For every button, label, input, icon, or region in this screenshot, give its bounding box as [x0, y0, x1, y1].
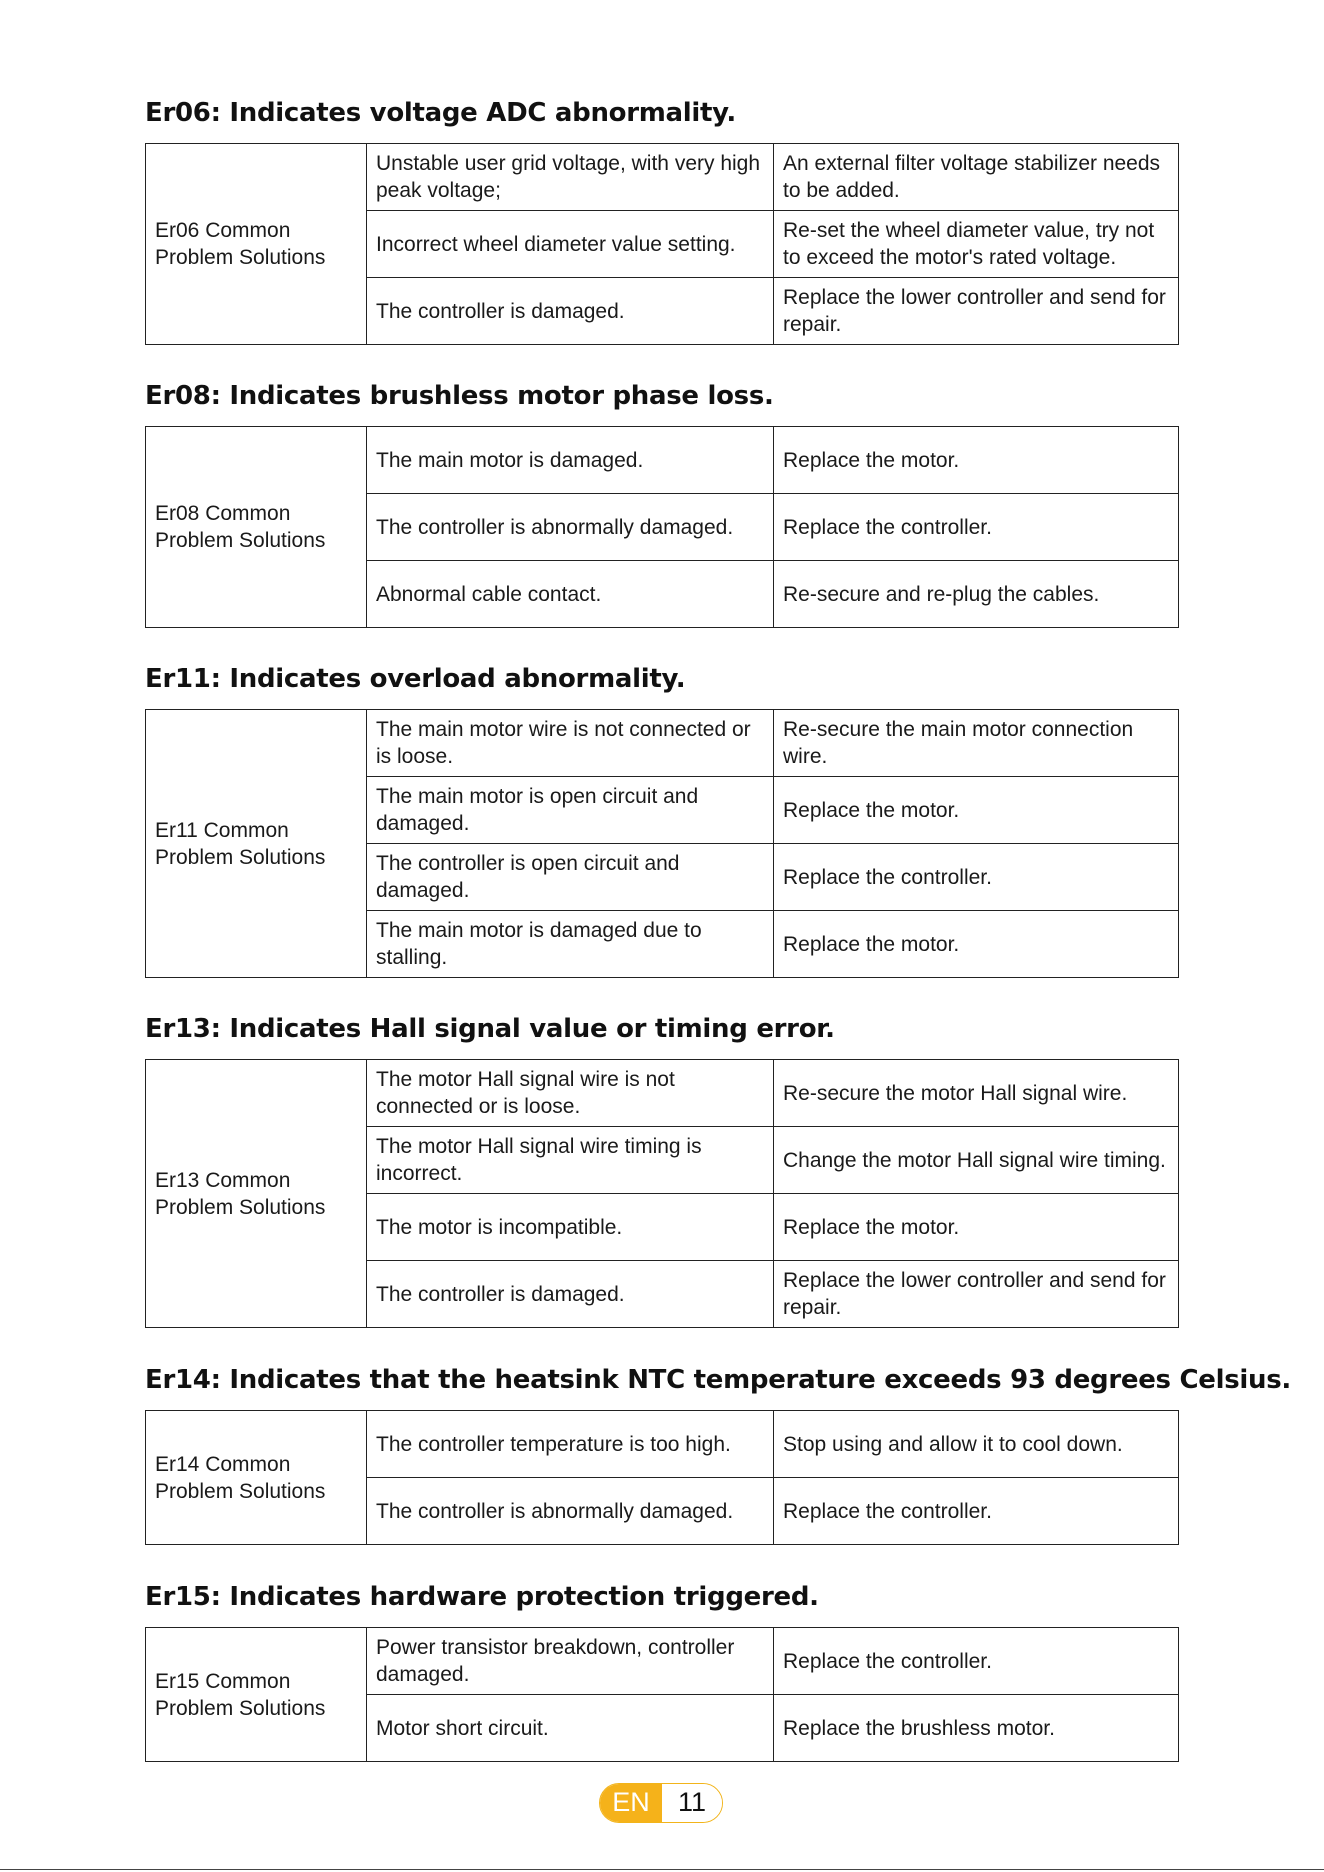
solution-cell: Replace the lower controller and send for repair.	[774, 1261, 1179, 1328]
table-label: Er15 Common Problem Solutions	[146, 1628, 367, 1762]
error-section-er08	[145, 378, 1179, 606]
cause-cell: The controller is abnormally damaged.	[367, 494, 774, 561]
cause-cell: The main motor wire is not connected or is loose.	[367, 710, 774, 777]
cause-cell: The controller temperature is too high.	[367, 1411, 774, 1478]
table-row	[146, 427, 1179, 494]
solution-cell: An external filter voltage stabilizer needs to be added.	[774, 144, 1179, 211]
table-label: Er11 Common Problem Solutions	[146, 710, 367, 978]
solution-cell: Replace the controller.	[774, 1628, 1179, 1695]
solution-cell: Replace the motor.	[774, 1194, 1179, 1261]
solution-cell: Replace the controller.	[774, 844, 1179, 911]
cause-cell: The controller is abnormally damaged.	[367, 1478, 774, 1545]
table-row	[146, 1411, 1179, 1478]
page-edge-line	[0, 1869, 1324, 1870]
cause-cell: Motor short circuit.	[367, 1695, 774, 1762]
table-row	[146, 144, 1179, 211]
table-label: Er08 Common Problem Solutions	[146, 427, 367, 628]
language-label: EN	[600, 1784, 662, 1822]
cause-cell: The main motor is damaged due to stalling.	[367, 911, 774, 978]
table-row	[146, 1628, 1179, 1695]
table-row	[146, 710, 1179, 777]
solution-cell: Re-secure the motor Hall signal wire.	[774, 1060, 1179, 1127]
cause-cell: Power transistor breakdown, controller damaged.	[367, 1628, 774, 1695]
solution-cell: Replace the motor.	[774, 911, 1179, 978]
solution-cell: Re-secure the main motor connection wire.	[774, 710, 1179, 777]
solutions-table	[145, 1627, 1179, 1762]
error-section-er06	[145, 95, 1179, 336]
section-heading: Er08: Indicates brushless motor phase loss.	[145, 381, 774, 411]
solution-cell: Change the motor Hall signal wire timing.	[774, 1127, 1179, 1194]
solution-cell: Re-set the wheel diameter value, try not to exceed the motor's rated voltage.	[774, 211, 1179, 278]
solution-cell: Replace the lower controller and send for repair.	[774, 278, 1179, 345]
solution-cell: Replace the motor.	[774, 777, 1179, 844]
cause-cell: The controller is damaged.	[367, 278, 774, 345]
cause-cell: Incorrect wheel diameter value setting.	[367, 211, 774, 278]
solution-cell: Replace the brushless motor.	[774, 1695, 1179, 1762]
error-section-er14	[145, 1362, 1291, 1523]
page-number: 11	[662, 1784, 722, 1822]
table-row	[146, 1060, 1179, 1127]
cause-cell: The controller is open circuit and damaged.	[367, 844, 774, 911]
page-number-badge	[599, 1783, 723, 1823]
solutions-table	[145, 1059, 1179, 1328]
cause-cell: Unstable user grid voltage, with very high peak voltage;	[367, 144, 774, 211]
cause-cell: The main motor is open circuit and damaged.	[367, 777, 774, 844]
solution-cell: Replace the motor.	[774, 427, 1179, 494]
solutions-table	[145, 143, 1179, 345]
solution-cell: Stop using and allow it to cool down.	[774, 1411, 1179, 1478]
cause-cell: The motor Hall signal wire is not connected or is loose.	[367, 1060, 774, 1127]
solutions-table	[145, 426, 1179, 628]
section-heading: Er11: Indicates overload abnormality.	[145, 664, 686, 694]
table-label: Er14 Common Problem Solutions	[146, 1411, 367, 1545]
cause-cell: The controller is damaged.	[367, 1261, 774, 1328]
error-section-er11	[145, 661, 1179, 969]
table-label: Er06 Common Problem Solutions	[146, 144, 367, 345]
solution-cell: Re-secure and re-plug the cables.	[774, 561, 1179, 628]
cause-cell: The main motor is damaged.	[367, 427, 774, 494]
solutions-table	[145, 709, 1179, 978]
solution-cell: Replace the controller.	[774, 494, 1179, 561]
section-heading: Er06: Indicates voltage ADC abnormality.	[145, 98, 736, 128]
error-section-er13	[145, 1011, 1179, 1319]
section-heading: Er13: Indicates Hall signal value or timing error.	[145, 1014, 835, 1044]
solution-cell: Replace the controller.	[774, 1478, 1179, 1545]
cause-cell: The motor Hall signal wire timing is incorrect.	[367, 1127, 774, 1194]
section-heading: Er15: Indicates hardware protection triggered.	[145, 1582, 819, 1612]
solutions-table	[145, 1410, 1179, 1545]
cause-cell: The motor is incompatible.	[367, 1194, 774, 1261]
table-label: Er13 Common Problem Solutions	[146, 1060, 367, 1328]
error-section-er15	[145, 1579, 1179, 1740]
cause-cell: Abnormal cable contact.	[367, 561, 774, 628]
section-heading: Er14: Indicates that the heatsink NTC temperature exceeds 93 degrees Celsius.	[145, 1365, 1291, 1395]
